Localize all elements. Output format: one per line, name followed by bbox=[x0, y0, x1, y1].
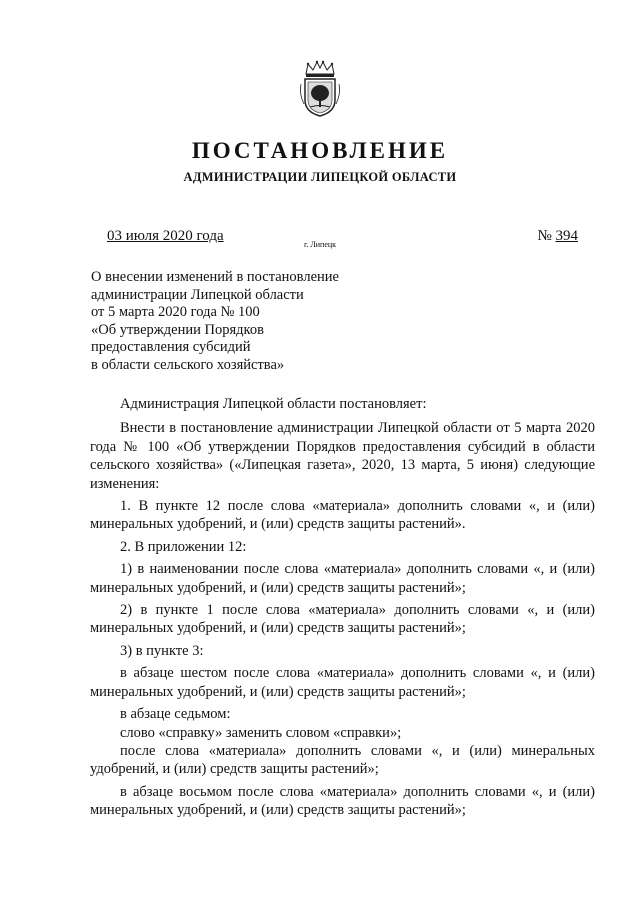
subject-line: предоставления субсидий bbox=[91, 339, 251, 355]
body-paragraph: слово «справку» заменить словом «справки»; bbox=[120, 724, 402, 741]
body-paragraph: 2) в пункте 1 после слова «материала» дополнить словами «, и (или) минеральных удобрений, и (или) средств защиты растений»; bbox=[90, 602, 595, 637]
subject-line: от 5 марта 2020 года № 100 bbox=[91, 304, 260, 320]
body-paragraph: в абзаце восьмом после слова «материала» дополнить словами «, и (или) минеральных удобрений, и (или) средств защиты растений»; bbox=[90, 783, 595, 819]
document-date: 03 июля 2020 года bbox=[107, 228, 224, 244]
body-paragraph: 1) в наименовании после слова «материала» дополнить словами «, и (или) минеральных удобрений, и (или) средств защиты растений»; bbox=[90, 561, 595, 596]
body-paragraph: 3) в пункте 3: bbox=[120, 642, 204, 659]
coat-of-arms-icon bbox=[298, 60, 342, 118]
body-paragraph: в абзаце шестом после слова «материала» дополнить словами «, и (или) минеральных удобрений, и (или) средств защиты растений»; bbox=[90, 665, 595, 700]
document-number bbox=[537, 228, 578, 245]
subject-line: администрации Липецкой области bbox=[91, 286, 304, 303]
subject-line: «Об утверждении Порядков bbox=[91, 321, 264, 338]
body-paragraph: 2. В приложении 12: bbox=[120, 538, 247, 555]
document-subtitle: АДМИНИСТРАЦИИ ЛИПЕЦКОЙ ОБЛАСТИ bbox=[183, 170, 457, 184]
body-paragraph: в абзаце седьмом: bbox=[120, 706, 231, 723]
document-subject bbox=[91, 269, 339, 374]
body-paragraph: Внести в постановление администрации Липецкой области от 5 марта 2020 года № 100 «Об утверждении Порядков предоставления субсидий в области сельского хозяйства» («Липецкая газета», 2020, 13 марта, 5 июня) следующие изменения: bbox=[90, 420, 595, 492]
number-value: 394 bbox=[555, 228, 578, 244]
document-title: ПОСТАНОВЛЕНИЕ bbox=[191, 138, 449, 163]
body-paragraph: 1. В пункте 12 после слова «материала» дополнить словами «, и (или) минеральных удобрений, и (или) средств защиты растений». bbox=[90, 498, 595, 533]
body-paragraph: Администрация Липецкой области постановляет: bbox=[120, 396, 427, 412]
body-paragraph: после слова «материала» дополнить словами «, и (или) минеральных удобрений, и (или) средств защиты растений»; bbox=[90, 742, 595, 778]
number-prefix: № bbox=[537, 228, 552, 244]
subject-line: О внесении изменений в постановление bbox=[91, 269, 339, 285]
subject-line: в области сельского хозяйства» bbox=[91, 356, 285, 373]
document-body bbox=[90, 395, 595, 824]
document-place: г. Липецк bbox=[303, 240, 337, 249]
